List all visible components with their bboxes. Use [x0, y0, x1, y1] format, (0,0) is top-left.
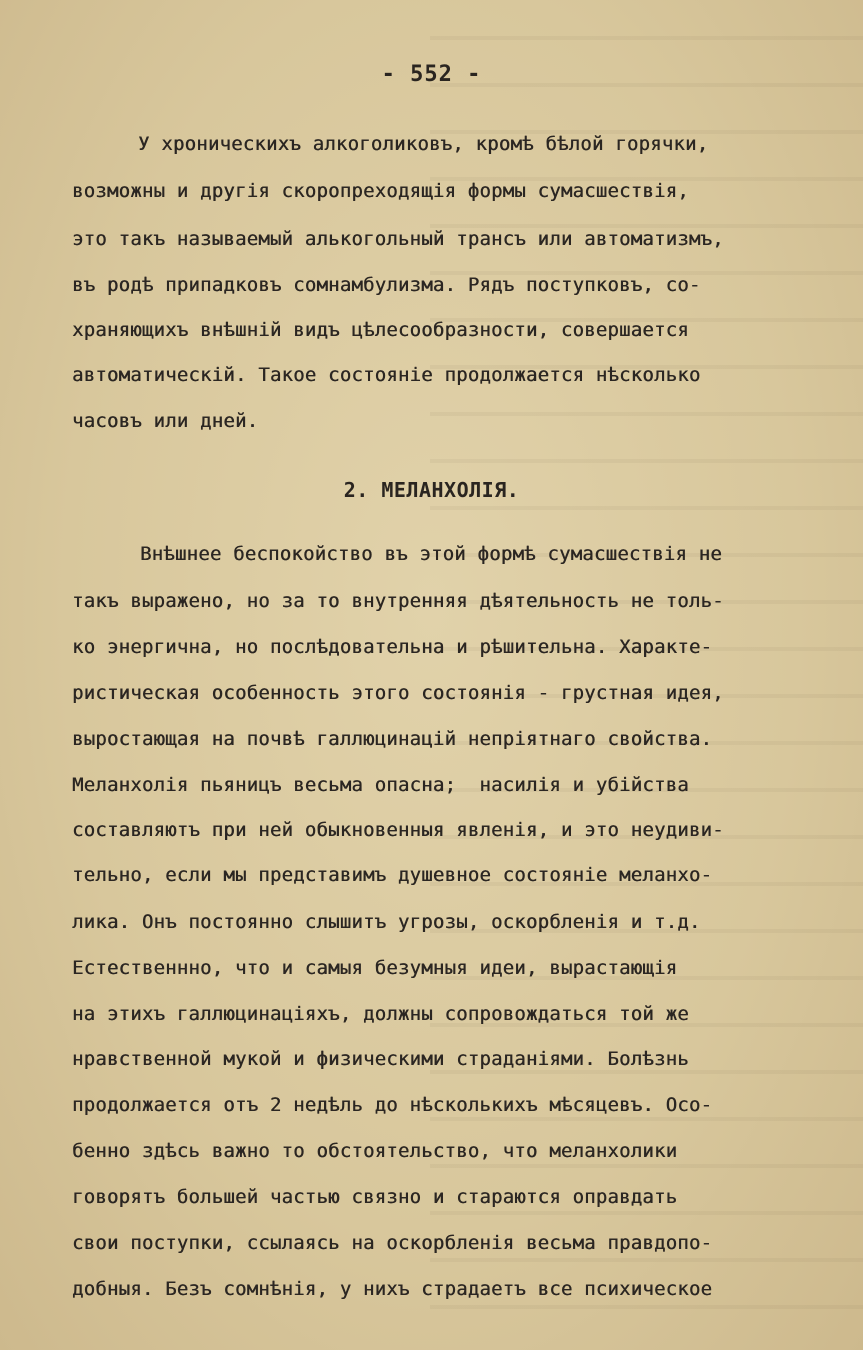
- text-line: составляютъ при ней обыкновенныя явленія, и это неудиви-: [72, 819, 724, 841]
- text-line: въ родѣ припадковъ сомнамбулизма. Рядъ поступковъ, со-: [72, 274, 701, 296]
- text-line: тельно, если мы представимъ душевное состояніе меланхо-: [72, 864, 713, 886]
- text-line: продолжается отъ 2 недѣль до нѣсколькихъ мѣсяцевъ. Осо-: [72, 1094, 713, 1116]
- text-line: храняющихъ внѣшній видъ цѣлесообразности, совершается: [72, 319, 689, 341]
- text-line: нравственной мукой и физическими страданіями. Болѣзнь: [72, 1048, 689, 1070]
- text-line: У хроническихъ алкоголиковъ, кромѣ бѣлой горячки,: [138, 133, 709, 155]
- text-line: ристическая особенность этого состоянія - грустная идея,: [72, 682, 724, 704]
- text-line: лика. Онъ постоянно слышитъ угрозы, оскорбленія и т.д.: [72, 911, 701, 933]
- text-line: Меланхолія пьяницъ весьма опасна; насилія и убійства: [72, 774, 689, 796]
- text-line: ко энергична, но послѣдовательна и рѣшительна. Характе-: [72, 636, 713, 658]
- text-line: это такъ называемый алькогольный трансъ или автоматизмъ,: [72, 228, 724, 250]
- text-line: возможны и другія скоропреходящія формы сумасшествія,: [72, 180, 689, 202]
- text-line: такъ выражено, но за то внутренняя дѣятельность не толь-: [72, 590, 724, 612]
- section-heading: 2. МЕЛАНХОЛІЯ.: [343, 478, 520, 502]
- text-line: автоматическій. Такое состояніе продолжается нѣсколько: [72, 364, 701, 386]
- text-line: на этихъ галлюцинаціяхъ, должны сопровождаться той же: [72, 1003, 689, 1025]
- text-line: выростающая на почвѣ галлюцинацій непріятнаго свойства.: [72, 728, 713, 750]
- text-line: бенно здѣсь важно то обстоятельство, что меланхолики: [72, 1140, 678, 1162]
- text-line: Естественнно, что и самыя безумныя идеи, вырастающія: [72, 957, 678, 979]
- text-line: добныя. Безъ сомнѣнія, у нихъ страдаетъ все психическое: [72, 1278, 713, 1300]
- text-line: часовъ или дней.: [72, 410, 259, 432]
- text-line: Внѣшнее беспокойство въ этой формѣ сумасшествія не: [140, 543, 722, 565]
- text-line: говорятъ большей частью связно и стараются оправдать: [72, 1186, 678, 1208]
- text-line: свои поступки, ссылаясь на оскорбленія весьма правдопо-: [72, 1232, 713, 1254]
- page-number: - 552 -: [381, 62, 482, 87]
